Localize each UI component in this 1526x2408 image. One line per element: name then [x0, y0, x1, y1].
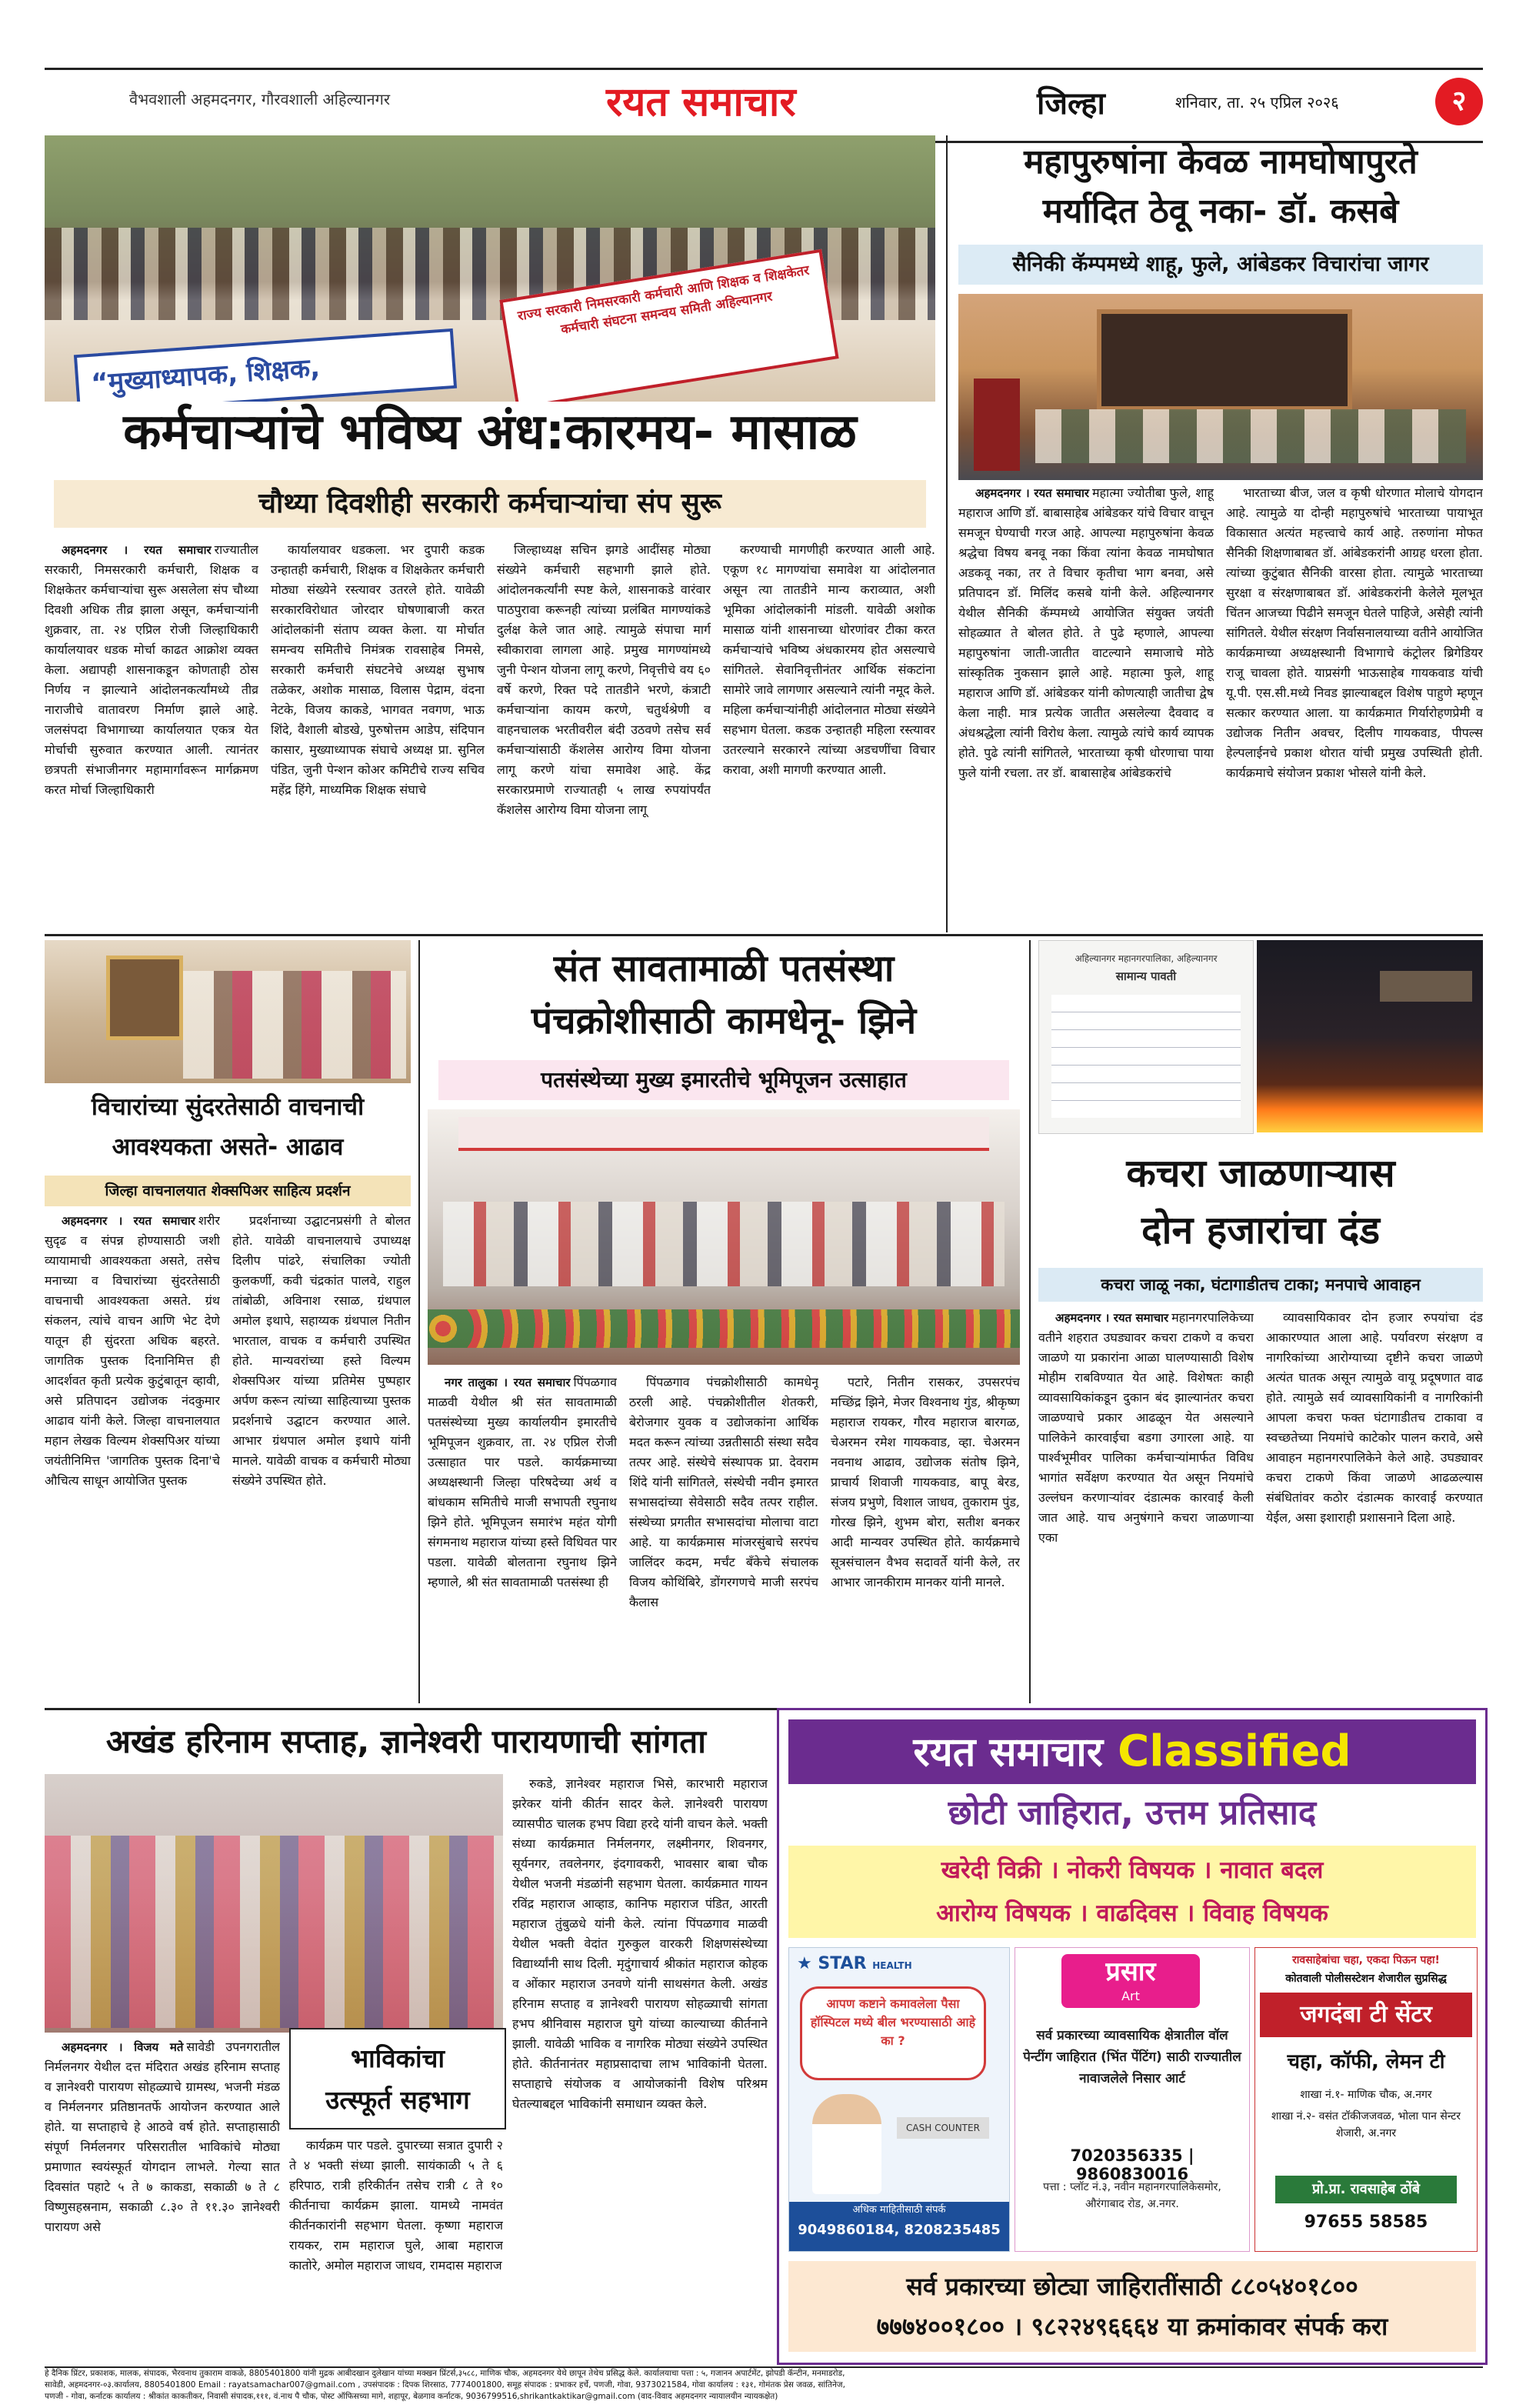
- stage-backdrop: [1097, 309, 1352, 411]
- kasbe-headline-2: मर्यादित ठेवू नका- डॉ. कसबे: [1042, 192, 1399, 231]
- saptah-inset: [289, 2028, 506, 2130]
- protest-banner-left: [74, 329, 457, 402]
- masthead-section: जिल्हा: [1037, 86, 1105, 122]
- strike-col-3: [497, 540, 711, 925]
- category-row-2: आरोग्य विषयक । वाढदिवस । विवाह विषयक: [936, 1899, 1328, 1927]
- patsanstha-photo: [428, 1109, 1020, 1365]
- ad-jagdamba-tea: [1254, 1947, 1478, 2252]
- kasbe-col-2-text: भारताच्या बीज, जल व कृषी धोरणात मोलाचे योगदान आहे. त्यामुळे या दोन्ही महापुरुषांचे भारताच्या पायाभूत विकासात अत्यंत महत्त्वाचे कार्य आहे. तरुणांना मोफत सैनिकी शिक्षणाबाबत डॉ. आंबेडकरांनी आग्रह धरला होता. त्यांच्या कुटुंबात सैनिकी वारसा होता. त्यामुळे भारताच्या सुरक्षा व संरक्षणाबाबत डॉ. आंबेडकरांनी केलेले मूलभूत चिंतन आजच्या पिढीने समजून घेतले पाहिजे, असेही त्यांनी सांगितले. येथील संरक्षण निर्वासनालयाच्या वतीने आयोजित कार्यक्रमाच्या अध्यक्षस्थानी विभागाचे कंट्रोलर ब्रिगेडियर राजू चावला होते. याप्रसंगी भाऊसाहेब गायकवाड यांची यू.पी. एस.सी.मध्ये निवड झाल्याबद्दल विशेष पाहुणे म्हणून सत्कार करण्यात आला. या कार्यक्रमात गिर्यारोहणप्रेमी व उद्योजक नितीन अवचर, दिलीप गायकवाड, पीपल्स हेल्पलाईनचे प्रकाश थोरात यांची प्रमुख उपस्थिती होती. कार्यक्रमाचे संयोजन प्रकाश भोसले यांनी केले.: [1226, 485, 1483, 780]
- garbage-headline-2: दोन हजारांचा दंड: [1141, 1208, 1381, 1252]
- podium: [974, 379, 1020, 471]
- doctor-figure: [812, 2094, 881, 2194]
- classified-footer-line-2[interactable]: ७७७४००१८०० । ९८२२४९६६६४ या क्रमांकावर संपर्क करा: [876, 2312, 1388, 2341]
- classified-footer-line-1[interactable]: सर्व प्रकारच्या छोट्या जाहिरातींसाठी ८८०५४०१८००: [906, 2272, 1358, 2301]
- masthead: [45, 68, 1483, 143]
- vertical-rule-mid-left: [418, 940, 420, 1703]
- prasar-phones[interactable]: 7020356335 | 9860830016: [1070, 2146, 1194, 2183]
- prasar-address: पत्ता : प्लॉट नं.३, नवीन महानगरपालिकेसमोर, औरंगाबाद रोड, अ.नगर.: [1043, 2181, 1221, 2210]
- library-col-1: [45, 1211, 220, 1703]
- receipt-title-2: सामान्य पावती: [1115, 969, 1177, 983]
- kasbe-photo: [958, 294, 1483, 480]
- star-health-logo: [797, 1954, 912, 1973]
- patsanstha-headline-2: पंचक्रोशीसाठी कामधेनू- झिने: [531, 999, 917, 1042]
- receipt-lines: [1051, 995, 1241, 1118]
- tea-branch-1: शाखा नं.१- माणिक चौक, अ.नगर: [1300, 2089, 1432, 2101]
- star-health-headline: आपण कष्टाने कमावलेला पैसा हॉस्पिटल मध्ये बील भरण्यासाठी आहे का ?: [800, 1986, 986, 2080]
- library-guests: [183, 971, 406, 1079]
- saptah-col-1-text: सावेडी उपनगरातील निर्मलनगर येथील दत्त मंदिरात अखंड हरिनाम सप्ताह व ज्ञानेश्वरी पारायण सोहळ्याचे ग्रामस्थ, भजनी मंडळ व निर्मलनगर प्रतिष्ठानतर्फे आयोजन करण्यात आले होते. या सप्ताहाचे हे आठवे वर्ष होते. सप्ताहासाठी संपूर्ण निर्मलनगर परिसरातील भाविकांचे मोठ्या प्रमाणात स्वयंस्फूर्त योगदान लाभले. गेल्या सात दिवसांत पहाटे ५ ते ७ काकडा, सकाळी ७ ते ८ विष्णुसहस्रनाम, सकाळी ८.३० ते ११.३० ज्ञानेश्वरी पारायण असे: [45, 2039, 280, 2234]
- category-name-change[interactable]: नावात बदल: [1220, 1856, 1324, 1884]
- portrait-frame: [106, 956, 183, 1040]
- imprint-line-3: पणजी - गोवा, कर्नाटक कार्यालय : श्रीकांत काकतीकर, निवासी संपादक,१११, वं.नाथ पै चौक, पोस्ट ऑफिसच्या मागे, शहापूर, बेळगाव कर्नाटक, 9036799516,shrikantkaktikar@gmail.com (वाद-विवाद अहमदनगर न्यायालयीन न्यायकक्षेत): [45, 2392, 778, 2401]
- strike-headline: कर्मचाऱ्यांचे भविष्य अंध:कारमय- मासाळ: [123, 404, 857, 461]
- kasbe-dateline: अहमदनगर । रयत समाचार: [975, 486, 1089, 500]
- tea-phone[interactable]: 97655 58585: [1304, 2213, 1428, 2232]
- protest-banner-left-text: “मुख्याध्यापक, शिक्षक,: [90, 352, 322, 399]
- tea-branch-2: शाखा नं.२- वसंत टॉकीजजवळ, भोला पान सेन्टर शेजारी, अ.नगर: [1271, 2110, 1461, 2140]
- tea-name: जगदंबा टी सेंटर: [1260, 1993, 1472, 2037]
- garbage-subhead: कचरा जाळू नका, घंटागाडीतच टाका; मनपाचे आवाहन: [1038, 1268, 1483, 1302]
- saptah-inset-line-1: भाविकांचा: [350, 2043, 445, 2073]
- ad-star-health: [788, 1947, 1010, 2252]
- horizontal-rule-mid: [45, 934, 1483, 936]
- garbage-headline-1: कचरा जाळणाऱ्यास: [1126, 1151, 1395, 1196]
- tea-top-line-1: रावसाहेबांचा चहा, एकदा पिऊन पहा!: [1292, 1954, 1440, 1966]
- category-jobs[interactable]: नोकरी विषयक: [1067, 1856, 1194, 1884]
- receipt-title-1: अहिल्यानगर महानगरपालिका, अहिल्यानगर: [1075, 953, 1218, 964]
- strike-col-2: [271, 540, 485, 925]
- saptah-col-2-bottom: [289, 2136, 503, 2360]
- vertical-rule-mid-right: [1029, 940, 1031, 1703]
- kasbe-headline-1: महापुरुषांना केवळ नामघोषापुरते: [1024, 142, 1418, 182]
- prasar-logo: [1061, 1954, 1200, 2008]
- classified-title-marathi: रयत समाचार: [913, 1729, 1104, 1776]
- category-buy-sell[interactable]: खरेदी विक्री: [941, 1856, 1042, 1884]
- star-health-sub: HEALTH: [872, 1960, 912, 1971]
- tea-top-line-2: कोतवाली पोलीसस्टेशन शेजारील सुप्रसिद्ध: [1285, 1973, 1447, 1985]
- patsanstha-col-3: [831, 1372, 1020, 1703]
- saptah-col-2-bottom-text: कार्यक्रम पार पडले. दुपारच्या सत्रात दुपारी २ ते ४ भक्ती संध्या झाली. सायंकाळी ५ ते ६ हरिपाठ, रात्री हरिकीर्तन तसेच रात्री ८ ते १० कीर्तनाचा कार्यक्रम झाला. यामध्ये नामवंत कीर्तनकारांनी सहभाग घेतला. कृष्णा महाराज रायकर, राम महाराज घुले, आबा महाराज कातोरे, अमोल महाराज जाधव, रामदास महाराज: [289, 2138, 503, 2273]
- stage-guests: [443, 1202, 1005, 1286]
- patsanstha-col-3-text: पटारे, नितीन रासकर, उपसरपंच मच्छिंद्र झिने, मेजर विश्वनाथ गुंड, श्रीकृष्ण महाराज रायकर, गौरव महाराज बारगळ, चेअरमन रमेश गायकवाड, व्हा. चेअरमन नवनाथ आढाव, उद्योजक संतोष झिने, प्राचार्य शिवाजी गायकवाड, बापू बेरड, संजय प्रभुणे, विशाल जाधव, तुकाराम पुंड, गोरख झिने, शुभम बोरा, सतीश बनकर आदी मान्यवर उपस्थित होते. कार्यक्रमाचे सूत्रसंचालन वैभव सदावर्ते यांनी केले, तर आभार जानकीराम मानकर यांनी मानले.: [831, 1375, 1020, 1589]
- flowers-row: [428, 1309, 1020, 1348]
- garbage-col-2: [1266, 1308, 1483, 1703]
- classified-categories: [788, 1846, 1476, 1938]
- vertical-rule-top: [946, 135, 948, 932]
- patsanstha-dateline: नगर तालुका । रयत समाचार: [445, 1376, 571, 1389]
- strike-col-2-text: कार्यालयावर धडकला. भर दुपारी कडक उन्हातही कर्मचारी, शिक्षक व शिक्षकेतर कर्मचारी मोठ्या संख्येने रस्त्यावर उतरले होते. यावेळी सरकारविरोधात जोरदार घोषणाबाजी करत आंदोलकांनी संताप व्यक्त केला. या मोर्चात समन्वय समितीचे निमंत्रक रावसाहेब निमसे, सरकारी कर्मचारी संघटनेचे अध्यक्ष सुभाष तळेकर, अशोक मासाळ, विलास पेद्राम, वंदना नेटके, विजय काकडे, भागवत नवगण, भाऊ शिंदे, वैशाली बोडखे, पुरुषोत्तम आडेप, संदिपान कासार, मुख्याध्यापक संघाचे अध्यक्ष प्रा. सुनिल पंडित, जुनी पेन्शन कोअर कमिटीचे राज्य सचिव महेंद्र हिंगे, माध्यमिक शिक्षक संघाचे: [271, 542, 485, 797]
- kasbe-col-1-text: महात्मा ज्योतीबा फुले, शाहू महाराज आणि डॉ. बाबासाहेब आंबेडकर यांचे विचार वाचून समजून घेण्याची गरज आहे. आपल्या महापुरुषांना केवळ श्रद्धेचा विषय बनवू नका किंवा त्यांना केवळ नामघोषात अडकवू नका, तर ते विचार कृतीचा भाग बनवा, असे प्रतिपादन डॉ. मिलिंद कसबे यांनी केले. अहिल्यानगर येथील सैनिकी कॅम्पमध्ये आयोजित संयुक्त जयंती सोहळ्यात ते बोलत होते. ते पुढे म्हणाले, आपल्या महापुरुषांना जाती-जातीत वाटल्याने समाजाचे मोठे सांस्कृतिक नुकसान झाले आहे. महात्मा फुले, शाहू महाराज आणि डॉ. आंबेडकर यांनी कोणत्याही जातीचा द्वेष केला नाही. मात्र प्रत्येक जातीत असलेल्या दैववाद व अंधश्रद्धेला त्यांनी विरोध केला. त्यामुळे त्यांचे कार्य व्यापक होते. पुढे त्यांनी सांगितले, भारताच्या कृषी धोरणाचा पाया फुले यांनी रचला. तर डॉ. बाबासाहेब आंबेडकरांचे: [958, 485, 1214, 780]
- library-subhead: जिल्हा वाचनालयात शेक्सपिअर साहित्य प्रदर्शन: [45, 1176, 411, 1206]
- garbage-dateline: अहमदनगर । रयत समाचार: [1055, 1311, 1169, 1325]
- garbage-col-1: [1038, 1308, 1254, 1703]
- protest-banner-right-text: राज्य सरकारी निमसरकारी कर्मचारी आणि शिक्षक व शिक्षकेतर कर्मचारी संघटना समन्वय समिती अहिल्यानगर: [516, 262, 811, 338]
- imprint: [45, 2366, 1483, 2405]
- library-col-2-text: प्रदर्शनाच्या उद्घाटनप्रसंगी ते बोलत होते. यावेळी वाचनालयाचे उपाध्यक्ष दिलीप पांढरे, संचालिका ज्योती कुलकर्णी, कवी चंद्रकांत पालवे, राहुल तांबोळी, अविनाश रसाळ, ग्रंथपाल अमोल इथापे, सहाय्यक ग्रंथपाल नितीन भारताल, वाचक व कर्मचारी उपस्थित होते. मान्यवरांच्या हस्ते विल्यम शेक्सपिअर यांच्या प्रतिमेस पुष्पहार अर्पण करून त्यांच्या साहित्याच्या पुस्तक प्रदर्शनाचे उद्घाटन करण्यात आले. आभार ग्रंथपाल अमोल इथापे यांनी मानले. यावेळी वाचक व कर्मचारी मोठ्या संख्येने उपस्थित होते.: [232, 1213, 411, 1488]
- library-headline-2: आवश्यकता असते- आढाव: [112, 1133, 344, 1161]
- star-health-phones[interactable]: 9049860184, 8208235485: [798, 2222, 1001, 2238]
- imprint-line-2: सावेडी, अहमदनगर-०३.कार्यालय, 8805401800 Email : rayatsamachar007@gmail.com , उपसंपादक : दिपक शिरसाठ, 7774001800, समूह संपादक : प्रभाकर हर्चे, पणजी, गोवा, 9373021584, गोवा कार्यालय : १३१, गोमंतक प्रेस जवळ, सांतिनेज,: [45, 2380, 845, 2390]
- star-icon: ★: [797, 1954, 812, 1973]
- saptah-photo: [45, 1774, 503, 2033]
- patsanstha-col-2-text: पिंपळगाव पंचक्रोशीसाठी कामधेनू ठरली आहे. पंचक्रोशीतील शेतकरी, बेरोजगार युवक व उद्योजकांना आर्थिक मदत करून त्यांच्या उन्नतीसाठी संस्था सदैव तत्पर आहे. संस्थेचे संस्थापक प्रा. देवराम शिंदे यांनी सांगितले, संस्थेची नवीन इमारत सभासदांच्या सेवेसाठी सदैव तत्पर राहील. संस्थेच्या प्रगतीत सभासदांचा मोलाचा वाटा आहे. या कार्यक्रमास मांजरसुंबाचे सरपंच जालिंदर कदम, मर्चंट बँकेचे संचालक विजय कोथिंबिरे, डोंगरगणचे माजी सरपंच कैलास: [629, 1375, 818, 1609]
- garbage-col-1-text: महानगरपालिकेच्या वतीने शहरात उघड्यावर कचरा टाकणे व कचरा जाळणे या प्रकारांना आळा घालण्यासाठी विशेष मोहीम राबविण्यात येत आहे. विशेषतः काही व्यावसायिकांकडून दुकान बंद झाल्यानंतर कचरा जाळण्याचे प्रकार आढळून येत असल्याने पालिकेने कारवाईचा बडगा उगारला आहे. या पार्श्वभूमीवर पालिका कर्मचाऱ्यांमार्फत विविध भागांत सर्वेक्षण करण्यात येत असून नियमांचे उल्लंघन करणाऱ्यांवर दंडात्मक कारवाई केली जात आहे. याच अनुषंगाने कचरा जाळणाऱ्या एका: [1038, 1310, 1254, 1545]
- classified-footer: [788, 2261, 1476, 2352]
- classified-header: [788, 1719, 1476, 1784]
- patsanstha-col-2: [629, 1372, 818, 1703]
- library-photo: [45, 940, 411, 1083]
- masthead-date: शनिवार, ता. २५ एप्रिल २०२६: [1175, 93, 1339, 112]
- strike-col-1-text: राज्यातील सरकारी, निमसरकारी कर्मचारी, शिक्षक व शिक्षकेतर कर्मचाऱ्यांचा सुरू असलेला संप चौथ्या दिवशी अधिक तीव्र झाला असून, कर्मचाऱ्यांनी शुक्रवार, ता. २४ एप्रिल रोजी जिल्हाधिकारी कार्यालयावर धडक मोर्चा काढत आक्रोश व्यक्त केला. अद्यापही शासनाकडून कोणताही ठोस निर्णय न झाल्याने आंदोलनकर्त्यांमध्ये तीव्र नाराजीचे वातावरण निर्माण झाले आहे. जलसंपदा विभागाच्या कार्यालयात एकत्र येत मोर्चाची सुरुवात करण्यात आली. त्यानंतर छत्रपती संभाजीनगर महामार्गावरून मार्गक्रमण करत मोर्चा जिल्हाधिकारी: [45, 542, 258, 797]
- patsanstha-subhead: पतसंस्थेच्या मुख्य इमारतीचे भूमिपूजन उत्साहात: [438, 1060, 1009, 1100]
- category-row-1: खरेदी विक्री । नोकरी विषयक । नावात बदल: [941, 1856, 1324, 1884]
- star-health-contact-label: अधिक माहितीसाठी संपर्क: [852, 2204, 946, 2216]
- classified-tagline: छोटी जाहिरात, उत्तम प्रतिसाद: [948, 1793, 1317, 1833]
- library-col-2: [232, 1211, 411, 1703]
- star-health-contact: [789, 2202, 1009, 2251]
- category-marriage[interactable]: विवाह विषयक: [1203, 1899, 1328, 1927]
- page-number: २: [1451, 85, 1467, 117]
- strike-subhead: चौथ्या दिवशीही सरकारी कर्मचाऱ्यांचा संप सुरू: [54, 480, 926, 528]
- saptah-col-2-top: [512, 1774, 768, 2213]
- saptah-col-2-top-text: रुकडे, ज्ञानेश्वर महाराज भिसे, कारभारी महाराज झरेकर यांनी कीर्तन सादर केले. ज्ञानेश्वरी पारायण व्यासपीठ चालक हभप विद्या हरदे यांनी वाचन केले. भक्ती संध्या कार्यक्रमात निर्मलनगर, लक्ष्मीनगर, शिवनगर, सूर्यनगर, तवलेनगर, इंदगावकरी, भावसार बाबा चौक येथील भजनी मंडळांनी सहभाग घेतला. कार्यक्रमात गायन रविंद्र महाराज आव्हाड, कानिफ महाराज पंडित, आरती महाराज तुंबुळधे यांनी केले. त्यांना पिंपळगाव माळवी येथील भक्ती वेदांत गुरुकुल वारकरी शिक्षणसंस्थेच्या विद्यार्थ्यांनी साथ दिली. मृदुंगाचार्य श्रीकांत महाराज कोहक व ओंकार महाराज उनवणे यांनी साथसंगत केली. अखंड हरिनाम सप्ताह व ज्ञानेश्वरी पारायण सोहळ्याची सांगता हभप श्रीनिवास महाराज घुगे यांच्या काल्याच्या कीर्तनाने झाली. यावेळी भाविक व नागरिक मोठ्या संख्येने उपस्थित होते. कीर्तनानंतर महाप्रसादाचा लाभ भाविकांनी घेतला. सप्ताहाचे संयोजक व आयोजकांनी विशेष परिश्रम घेतल्याबद्दल भाविकांनी समाधान व्यक्त केले.: [512, 1776, 768, 2111]
- library-dateline: अहमदनगर । रयत समाचार: [62, 1214, 195, 1228]
- tea-proprietor: प्रो.प्रा. रावसाहेब ठोंबे: [1275, 2176, 1457, 2203]
- shop-sign: [1380, 971, 1472, 1002]
- strike-dateline: अहमदनगर । रयत समाचार: [62, 543, 212, 557]
- patsanstha-col-1-text: पिंपळगाव माळवी येथील श्री संत सावतामाळी पतसंस्थेच्या मुख्य कार्यालयीन इमारतीचे भूमिपूजन शुक्रवार, ता. २४ एप्रिल रोजी उत्साहात पार पडले. कार्यक्रमाच्या अध्यक्षस्थानी जिल्हा परिषदेच्या अर्थ व बांधकाम समितीचे माजी सभापती रघुनाथ झिने होते. भूमिपूजन समारंभ महंत योगी संगमनाथ महाराज यांच्या हस्ते विधिवत पार पडला. यावेळी बोलताना रघुनाथ झिने म्हणाले, श्री संत सावतामाळी पतसंस्था ही: [428, 1375, 617, 1589]
- classified-title-english: Classified: [1118, 1726, 1351, 1776]
- saptah-inset-line-2: उत्स्फूर्त सहभाग: [325, 2085, 470, 2115]
- ad-prasar-art: [1015, 1947, 1250, 2252]
- prasar-brand: प्रसार: [1105, 1956, 1156, 1987]
- reading-devotees: [45, 1836, 503, 2028]
- prasar-text: सर्व प्रकारच्या व्यावसायिक क्षेत्रातील वॉल पेन्टींग जाहिरात (भिंत पेंटिंग) साठी राज्यातील नावाजलेले निसार आर्ट: [1023, 2028, 1241, 2086]
- masthead-tagline: वैभवशाली अहमदनगर, गौरवशाली अहिल्यानगर: [129, 90, 391, 108]
- strike-col-3-text: जिल्हाध्यक्ष सचिन झगडे आदींसह मोठ्या संख्येने कर्मचारी सहभागी झाले होते. आंदोलनकर्त्यांनी स्पष्ट केले, शासनाकडे वारंवार पाठपुरावा करूनही त्यांच्या प्रलंबित मागण्यांकडे दुर्लक्ष केले जात आहे. त्यामुळे संपाचा मार्ग स्वीकारावा लागला आहे. प्रमुख मागण्यांमध्ये जुनी पेन्शन योजना लागू करणे, निवृत्तीचे वय ६० वर्षे करणे, रिक्त पदे तातडीने भरणे, कंत्राटी कर्मचाऱ्यांना कायम करणे, चतुर्थश्रेणी व वाहनचालक भरतीवरील बंदी उठवणे तसेच सर्व कर्मचाऱ्यांसाठी कॅशलेस आरोग्य विमा योजना लागू करणे यांचा समावेश आहे. केंद्र सरकारप्रमाणे राज्यातही ५ लाख रुपयांपर्यंत कॅशलेस आरोग्य विमा योजना लागू: [497, 542, 711, 817]
- event-banner: [458, 1117, 989, 1151]
- page-number-badge: [1435, 78, 1483, 125]
- category-birthday[interactable]: वाढदिवस: [1096, 1899, 1178, 1927]
- saptah-col-1: [45, 2037, 280, 2360]
- library-col-1-text: शरीर सुदृढ व संपन्न होण्यासाठी जशी व्यायामाची आवश्यकता असते, तसेच मनाच्या व विचारांच्या सुंदरतेसाठी वाचनाची आवश्यकता असते. ग्रंथ संकलन, त्यांचे वाचन आणि भेट देणे यातून ही सुंदरता अधिक बहरते. जागतिक पुस्तक दिनानिमित्त ही आदर्शवत कृती प्रत्येक कुटुंबातून व्हावी, असे प्रतिपादन उद्योजक नंदकुमार आढाव यांनी केले. जिल्हा वाचनालयात महान लेखक विल्यम शेक्सपिअर यांच्या जयंतीनिमित्त 'जागतिक पुस्तक दिना'चे औचित्य साधून आयोजित पुस्तक: [45, 1213, 220, 1488]
- saptah-headline: अखंड हरिनाम सप्ताह, ज्ञानेश्वरी पारायणाची सांगता: [105, 1723, 707, 1760]
- kasbe-subhead: सैनिकी कॅम्पमध्ये शाहू, फुले, आंबेडकर विचारांचा जागर: [958, 245, 1483, 285]
- seated-guests: [1035, 409, 1466, 463]
- strike-photo: [45, 135, 935, 402]
- fire-photo: [1257, 940, 1483, 1132]
- receipt-photo: [1038, 940, 1254, 1134]
- patsanstha-col-1: [428, 1372, 617, 1703]
- garbage-col-2-text: व्यावसायिकावर दोन हजार रुपयांचा दंड आकारण्यात आला आहे. पर्यावरण संरक्षण व नागरिकांच्या आरोग्याच्या दृष्टीने कचरा जाळणे अत्यंत घातक असून त्यामुळे वायू प्रदूषणात वाढ होते. त्यामुळे सर्व व्यावसायिकांनी व नागरिकांनी आपला कचरा फक्त घंटागाडीतच टाकावा व स्वच्छतेच्या नियमांचे काटेकोर पालन करावे, असे आवाहन महानगरपालिकेने केले आहे. उघड्यावर कचरा टाकणे किंवा जाळणे आढळल्यास संबंधितांवर कठोर दंडात्मक कारवाई करण्यात येईल, असा इशाराही प्रशासनाने दिला आहे.: [1266, 1310, 1483, 1525]
- prasar-brand-sub: Art: [1121, 1989, 1140, 2003]
- kasbe-col-2: [1226, 483, 1483, 929]
- kasbe-col-1: [958, 483, 1214, 929]
- patsanstha-headline-1: संत सावतामाळी पतसंस्था: [553, 947, 895, 990]
- strike-col-4-text: करण्याची मागणीही करण्यात आली आहे. एकूण १८ मागण्यांचा समावेश या आंदोलनात असून त्या तातडीने मान्य कराव्यात, अशी भूमिका आंदोलकांनी मांडली. यावेळी अशोक मासाळ यांनी शासनाच्या धोरणांवर टीका करत कर्मचाऱ्यांचे भविष्य अंधकारमय होत असल्याचे सांगितले. सेवानिवृत्तीनंतर आर्थिक संकटांना सामोरे जावे लागणार असल्याने त्यांनी नमूद केले. महिला कर्मचाऱ्यांनीही आंदोलनात मोठ्या संख्येने सहभाग घेतला. कडक उन्हातही महिला रस्त्यावर उतरल्याने सरकारने त्यांच्या अडचणींचा विचार करावा, अशी मागणी करण्यात आली.: [723, 542, 935, 777]
- strike-col-1: [45, 540, 258, 925]
- star-health-brand: STAR: [818, 1954, 867, 1973]
- strike-col-4: [723, 540, 935, 925]
- category-health[interactable]: आरोग्य विषयक: [936, 1899, 1071, 1927]
- classified-box: [777, 1708, 1488, 2365]
- masthead-paper-name: रयत समाचार: [606, 79, 796, 125]
- cash-counter-badge: CASH COUNTER: [897, 2117, 989, 2139]
- tea-items: चहा, कॉफी, लेमन टी: [1287, 2050, 1445, 2073]
- saptah-dateline: अहमदनगर । विजय मते: [62, 2040, 184, 2054]
- imprint-line-1: हे दैनिक प्रिंटर, प्रकाशक, मालक, संपादक, भैरवनाथ तुकाराम वाकळे, 8805401800 यांनी मुद्रक आबीदखान दुलेखान यांच्या मक्खन प्रिंटर्स,३५८८, माणिक चौक, अहमदनगर येथे छापून तेथेच प्रसिद्ध केले. कार्यालयाचा पत्ता : ५, गजानन अपार्टमेंट, झोपडी कॅन्टीन, मनमाडरोड,: [45, 2369, 845, 2378]
- library-headline-1: विचारांच्या सुंदरतेसाठी वाचनाची: [91, 1093, 365, 1121]
